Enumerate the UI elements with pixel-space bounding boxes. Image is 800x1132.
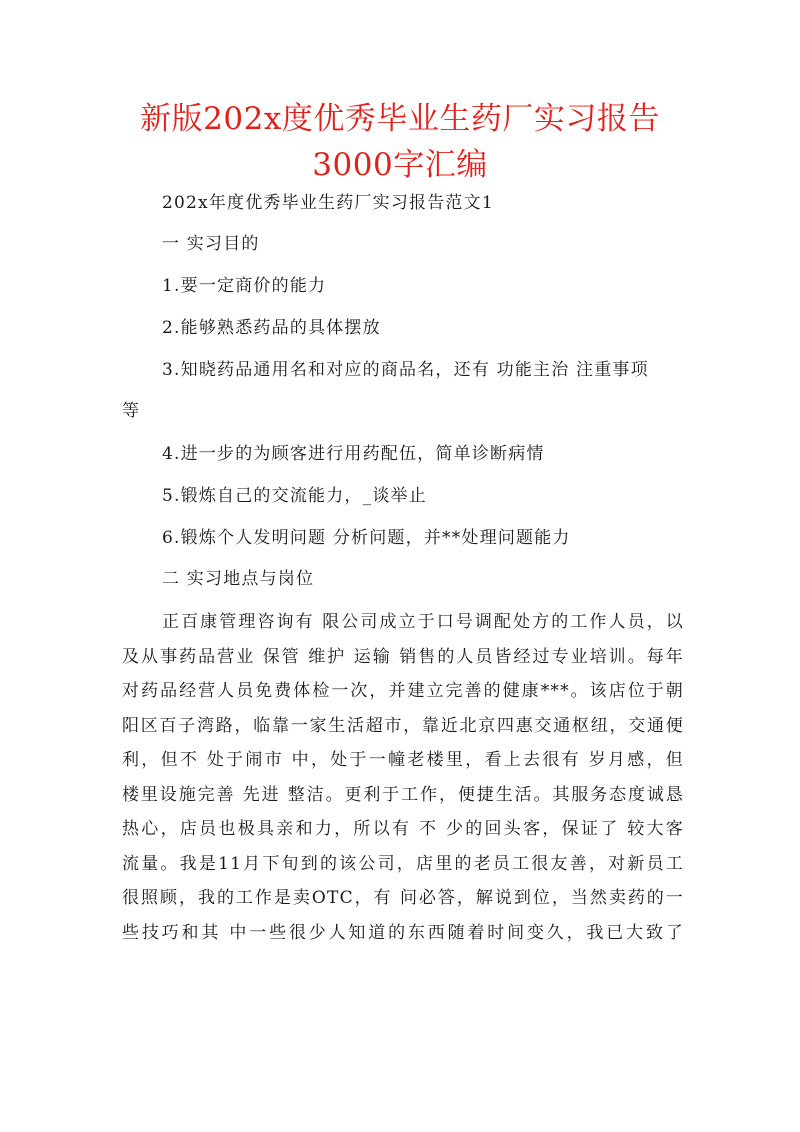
goal-item: 5.锻炼自己的交流能力，_谈举止 [162, 486, 427, 506]
paragraph-line: 流量。我是11月下旬到的该公司，店里的老员工很友善，对新员工 [122, 853, 684, 874]
goal-item: 3.知晓药品通用名和对应的商品名，还有 功能主治 注重事项 [162, 360, 649, 380]
goal-item: 6.锻炼个人发明问题 分析问题，并**处理问题能力 [162, 528, 571, 548]
paragraph-line: 及从事药品营业 保管 维护 运输 销售的人员皆经过专业培训。每年 [122, 646, 684, 667]
paragraph-line: 楼里设施完善 先进 整洁。更利于工作，便捷生活。其服务态度诚恳 [122, 784, 684, 805]
goal-item: 4.进一步的为顾客进行用药配伍，简单诊断病情 [162, 444, 545, 464]
paragraph-line: 对药品经营人员免费体检一次，并建立完善的健康***。该店位于朝 [122, 681, 684, 701]
body-paragraph [122, 605, 684, 950]
goal-item-continuation: 等 [122, 401, 141, 421]
paragraph-line: 正百康管理咨询有 限公司成立于口号调配处方的工作人员，以 [162, 612, 684, 632]
section-heading-location: 二 实习地点与岗位 [162, 569, 315, 589]
paragraph-line: 阳区百子湾路，临靠一家生活超市，靠近北京四惠交通枢纽，交通便 [122, 715, 684, 736]
document-subtitle: 202x年度优秀毕业生药厂实习报告范文1 [162, 193, 494, 213]
paragraph-line: 些技巧和其 中一些很少人知道的东西随着时间变久，我已大致了 [122, 922, 684, 943]
goal-item: 2.能够熟悉药品的具体摆放 [162, 318, 381, 338]
document-title: 新版202x度优秀毕业生药厂实习报告3000字汇编 [140, 101, 660, 183]
paragraph-line: 很照顾，我的工作是卖OTC，有 问必答，解说到位，当然卖药的一 [122, 888, 684, 908]
goal-item: 1.要一定商价的能力 [162, 276, 327, 296]
paragraph-line: 利，但不 处于闹市 中，处于一幢老楼里，看上去很有 岁月感，但 [122, 750, 684, 770]
paragraph-line: 热心，店员也极具亲和力，所以有 不 少的回头客，保证了 较大客 [122, 819, 684, 839]
section-heading-goals: 一 实习目的 [162, 234, 260, 254]
